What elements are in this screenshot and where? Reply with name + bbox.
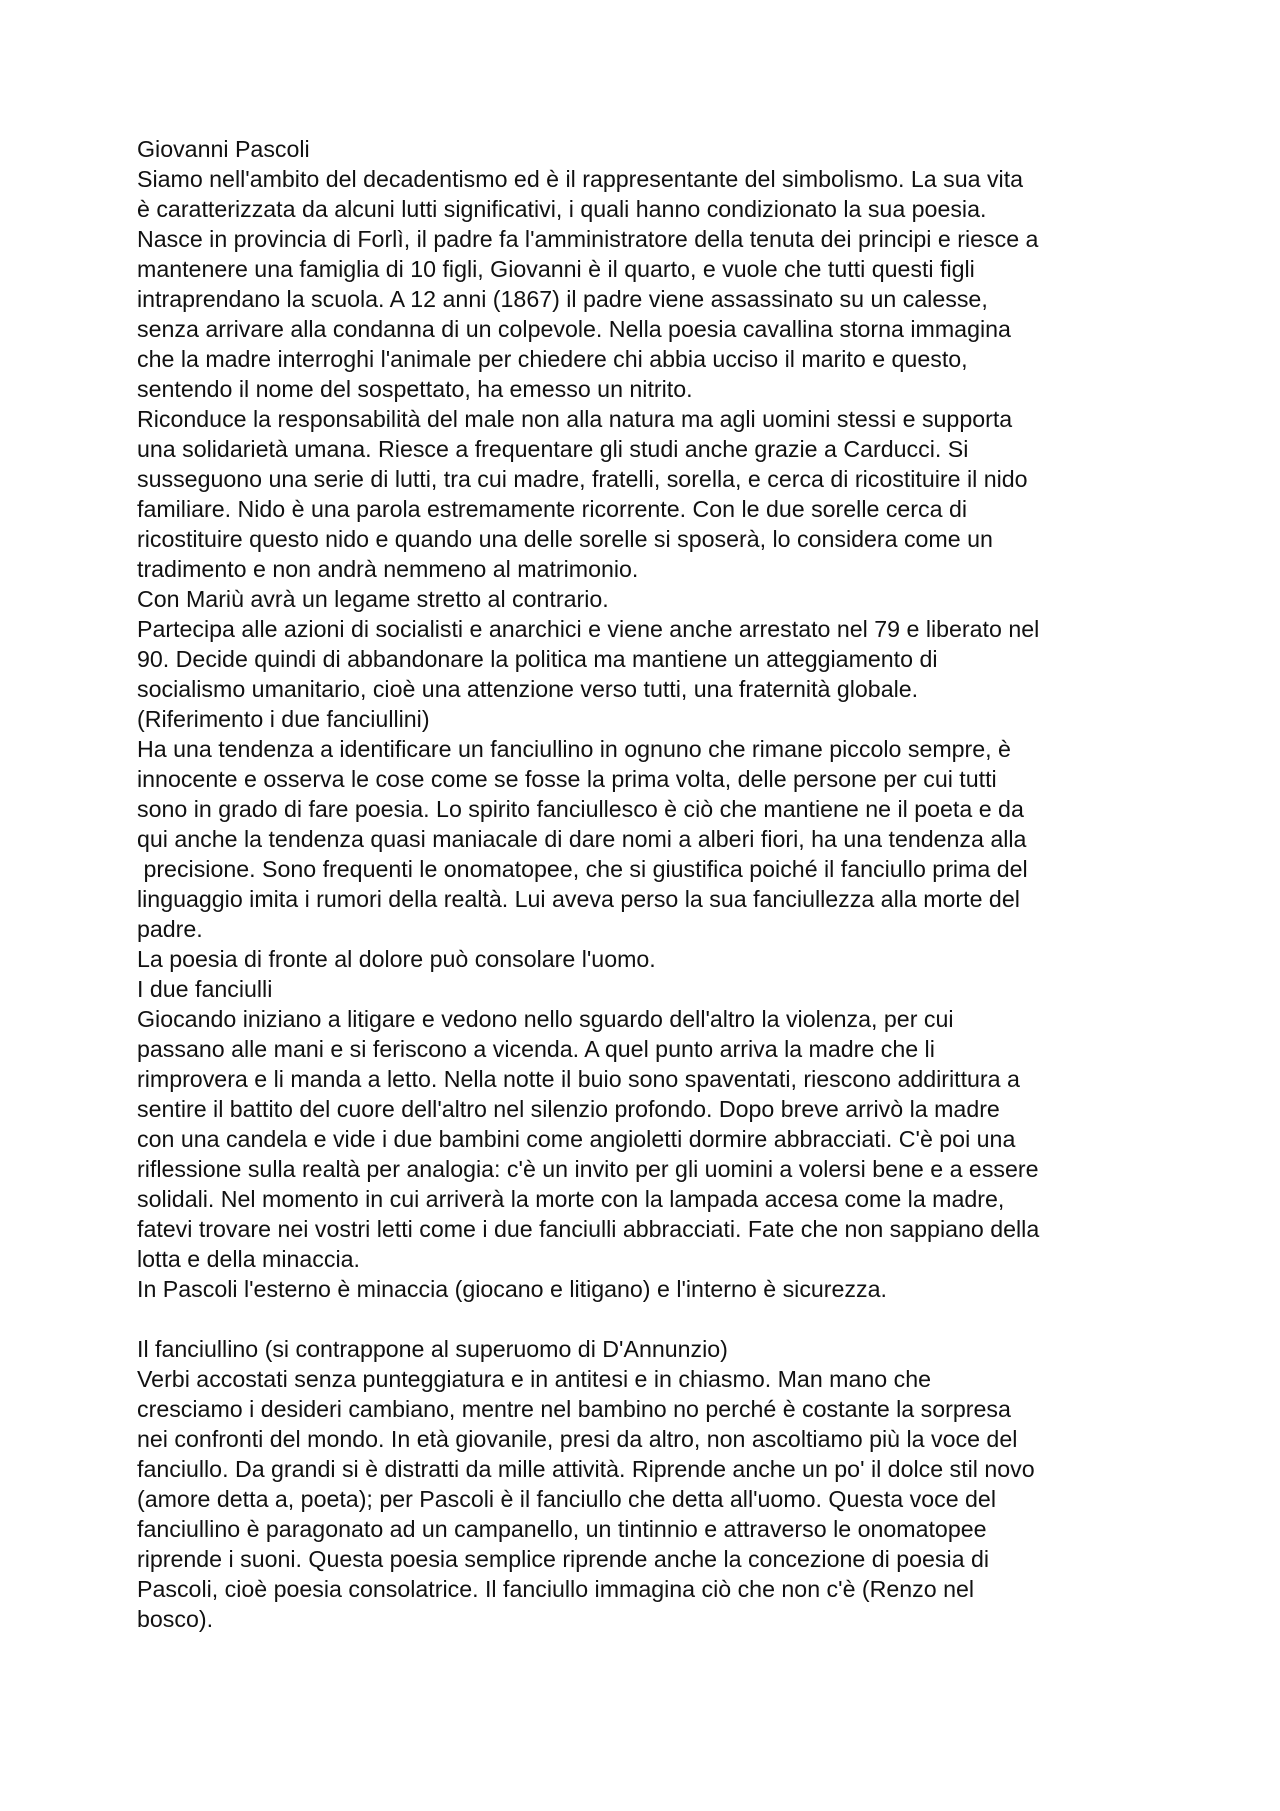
text-line: linguaggio imita i rumori della realtà. Lui aveva perso la sua fanciullezza alla morte del [137, 886, 1020, 912]
text-line: (amore detta a, poeta); per Pascoli è il fanciullo che detta all'uomo. Questa voce del [137, 1486, 996, 1512]
text-line: qui anche la tendenza quasi maniacale di dare nomi a alberi fiori, ha una tendenza alla [137, 826, 1027, 852]
text-line: lotta e della minaccia. [137, 1246, 360, 1272]
document-title: Giovanni Pascoli [137, 136, 310, 162]
text-line: fanciullino è paragonato ad un campanello, un tintinnio e attraverso le onomatopee [137, 1516, 987, 1542]
text-line: passano alle mani e si feriscono a vicenda. A quel punto arriva la madre che li [137, 1036, 935, 1062]
text-line: familiare. Nido è una parola estremamente ricorrente. Con le due sorelle cerca di [137, 496, 968, 522]
text-line: intraprendano la scuola. A 12 anni (1867) il padre viene assassinato su un calesse, [137, 286, 988, 312]
document-body [137, 134, 1167, 1664]
text-line: solidali. Nel momento in cui arriverà la morte con la lampada accesa come la madre, [137, 1186, 1005, 1212]
text-line: Nasce in provincia di Forlì, il padre fa l'amministratore della tenuta dei principi e riesce a [137, 226, 1039, 252]
text-line: Verbi accostati senza punteggiatura e in antitesi e in chiasmo. Man mano che [137, 1366, 931, 1392]
text-line: susseguono una serie di lutti, tra cui madre, fratelli, sorella, e cerca di ricostituire il nido [137, 466, 1028, 492]
text-line: sentire il battito del cuore dell'altro nel silenzio profondo. Dopo breve arrivò la madre [137, 1096, 1000, 1122]
text-line: fatevi trovare nei vostri letti come i due fanciulli abbracciati. Fate che non sappiano della [137, 1216, 1040, 1242]
blank-line [137, 1304, 1167, 1334]
text-line: riflessione sulla realtà per analogia: c'è un invito per gli uomini a volersi bene e a essere [137, 1156, 1039, 1182]
section-heading: Il fanciullino (si contrappone al superuomo di D'Annunzio) [137, 1336, 728, 1362]
text-line: Siamo nell'ambito del decadentismo ed è il rappresentante del simbolismo. La sua vita [137, 166, 1024, 192]
text-line: cresciamo i desideri cambiano, mentre nel bambino no perché è costante la sorpresa [137, 1396, 1011, 1422]
text-line: è caratterizzata da alcuni lutti significativi, i quali hanno condizionato la sua poesia. [137, 196, 987, 222]
text-line: Giocando iniziano a litigare e vedono nello sguardo dell'altro la violenza, per cui [137, 1006, 954, 1032]
text-line: senza arrivare alla condanna di un colpevole. Nella poesia cavallina storna immagina [137, 316, 1011, 342]
text-line: Partecipa alle azioni di socialisti e anarchici e viene anche arrestato nel 79 e liberato nel [137, 616, 1040, 642]
text-line: sono in grado di fare poesia. Lo spirito fanciullesco è ciò che mantiene ne il poeta e da [137, 796, 1024, 822]
text-line: padre. [137, 916, 203, 942]
text-line: La poesia di fronte al dolore può consolare l'uomo. [137, 946, 656, 972]
text-line: mantenere una famiglia di 10 figli, Giovanni è il quarto, e vuole che tutti questi figli [137, 256, 975, 282]
text-line: riprende i suoni. Questa poesia semplice riprende anche la concezione di poesia di [137, 1546, 990, 1572]
text-line: innocente e osserva le cose come se fosse la prima volta, delle persone per cui tutti [137, 766, 997, 792]
text-line: con una candela e vide i due bambini come angioletti dormire abbracciati. C'è poi una [137, 1126, 1016, 1152]
text-line: (Riferimento i due fanciullini) [137, 706, 430, 732]
text-line: Con Mariù avrà un legame stretto al contrario. [137, 586, 609, 612]
text-line: socialismo umanitario, cioè una attenzione verso tutti, una fraternità globale. [137, 676, 919, 702]
text-line: Pascoli, cioè poesia consolatrice. Il fanciullo immagina ciò che non c'è (Renzo nel [137, 1576, 975, 1602]
text-line: che la madre interroghi l'animale per chiedere chi abbia ucciso il marito e questo, [137, 346, 968, 372]
section-heading: I due fanciulli [137, 976, 273, 1002]
text-line: nei confronti del mondo. In età giovanile, presi da altro, non ascoltiamo più la voce del [137, 1426, 1018, 1452]
text-line: Ha una tendenza a identificare un fanciullino in ognuno che rimane piccolo sempre, è [137, 736, 1011, 762]
text-line [137, 1634, 1167, 1664]
text-line: rimprovera e li manda a letto. Nella notte il buio sono spaventati, riescono addirittura a [137, 1066, 1020, 1092]
text-line: ricostituire questo nido e quando una delle sorelle si sposerà, lo considera come un [137, 526, 993, 552]
text-line: precisione. Sono frequenti le onomatopee, che si giustifica poiché il fanciullo prima del [137, 856, 1028, 882]
text-line: 90. Decide quindi di abbandonare la politica ma mantiene un atteggiamento di [137, 646, 938, 672]
text-line: sentendo il nome del sospettato, ha emesso un nitrito. [137, 376, 693, 402]
text-line: In Pascoli l'esterno è minaccia (giocano e litigano) e l'interno è sicurezza. [137, 1276, 887, 1302]
text-line: Riconduce la responsabilità del male non alla natura ma agli uomini stessi e supporta [137, 406, 1013, 432]
text-line: fanciullo. Da grandi si è distratti da mille attività. Riprende anche un po' il dolce stil novo [137, 1456, 1035, 1482]
text-line: tradimento e non andrà nemmeno al matrimonio. [137, 556, 639, 582]
text-line: bosco). [137, 1606, 214, 1632]
text-line: una solidarietà umana. Riesce a frequentare gli studi anche grazie a Carducci. Si [137, 436, 969, 462]
